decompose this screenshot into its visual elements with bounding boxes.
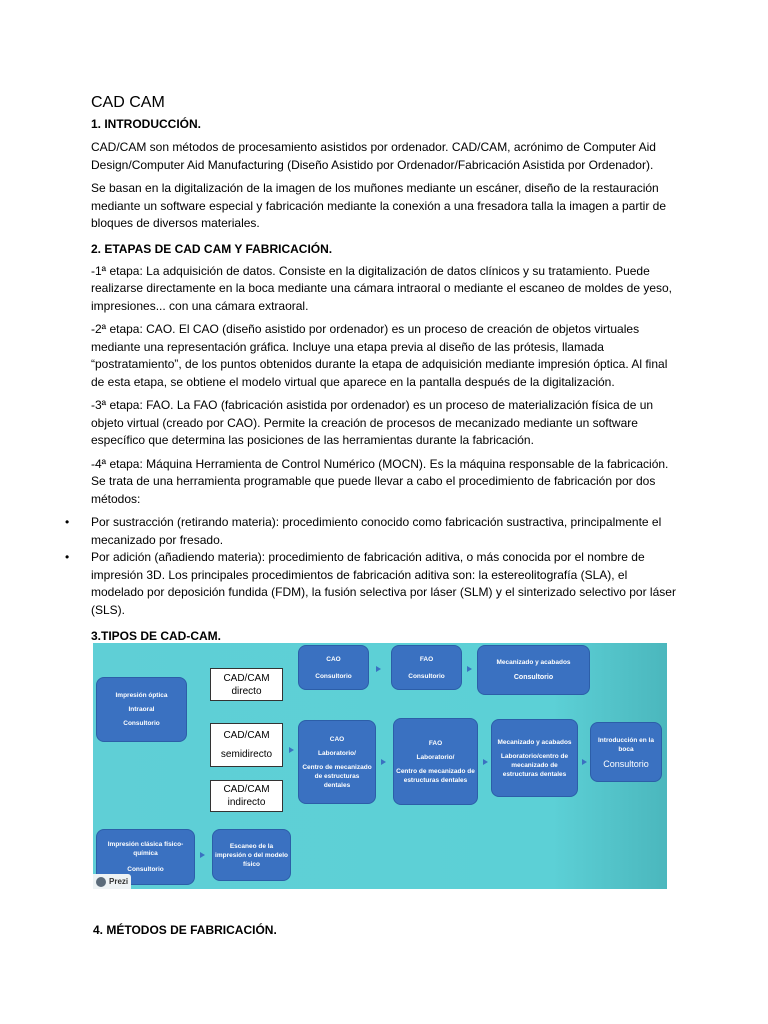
section-4-heading: 4. MÉTODOS DE FABRICACIÓN.	[93, 923, 277, 937]
cadcam-semidirecto-box: CAD/CAM semidirecto	[210, 723, 283, 767]
arrow-icon	[376, 666, 381, 672]
impresion-optica-box: Impresión óptica Intraoral Consultorio	[96, 677, 187, 742]
document-page	[65, 92, 676, 619]
bullet-list	[65, 514, 676, 619]
mecanizado-laboratorio-box: Mecanizado y acabados Laboratorio/centro de mecanizado de estructuras dentales	[491, 719, 578, 797]
impresion-clasica-box: Impresión clásica físico-química Consultorio	[96, 829, 195, 885]
cad-cam-types-diagram	[93, 643, 667, 889]
document-title: CAD CAM	[91, 94, 165, 111]
cao-laboratorio-box: CAO Laboratorio/ Centro de mecanizado de estructuras dentales	[298, 720, 376, 804]
section-1-heading: 1. INTRODUCCIÓN.	[91, 117, 202, 131]
arrow-icon	[483, 759, 488, 765]
prezi-logo-icon	[96, 877, 106, 887]
bullet-icon: •	[65, 550, 70, 564]
section-3-heading: 3.TIPOS DE CAD-CAM.	[91, 629, 222, 643]
list-item: • Por adición (añadiendo materia): procedimiento de fabricación aditiva, o más conocida por el nombre de impresión 3D. Los principales procedimientos de fabricación aditiva son: la estereolitografía (SLA), el modelado por deposición fundida (FDM), la fusión selectiva por láser (SLM) y el sinterizado selectivo por láser (SLS).	[65, 550, 676, 617]
cao-consultorio-box: CAO Consultorio	[298, 645, 369, 690]
arrow-icon	[467, 666, 472, 672]
paragraph: -4ª etapa: Máquina Herramienta de Control Numérico (MOCN). Es la máquina responsable de la fabricación. Se trata de una herramienta programable que puede llevar a cabo el procedimiento de fabricación por dos métodos:	[91, 456, 669, 506]
paragraph: Se basan en la digitalización de la imagen de los muñones mediante un escáner, diseño de la restauración mediante un software especial y fabricación mediante la conexión a una fresadora talla la imagen a partir de bloques de diversos materiales.	[91, 181, 667, 230]
paragraph: -2ª etapa: CAO. El CAO (diseño asistido por ordenador) es un proceso de creación de objetos virtuales mediante una representación gráfica. Incluye una etapa previa al diseño de las prótesis, llamada “postratamiento”, de los puntos obtenidos durante la etapa de adquisición mediante impresión óptica. Al final de esta etapa, se obtiene el modelo virtual que aparece en la pantalla después de la digitalización.	[91, 322, 668, 389]
introduccion-boca-box: Introducción en la boca Consultorio	[590, 722, 662, 782]
paragraph: -3ª etapa: FAO. La FAO (fabricación asistida por ordenador) es un proceso de materialización física de un objeto virtual (creado por CAO). Permite la creación de procesos de mecanizado mediante un software específico que determina las posiciones de las herramientas durante la fabricación.	[91, 398, 654, 447]
arrow-icon	[381, 759, 386, 765]
cadcam-directo-box: CAD/CAM directo	[210, 668, 283, 701]
prezi-badge: Prezi	[93, 874, 131, 889]
arrow-icon	[582, 759, 587, 765]
list-item: • Por sustracción (retirando materia): procedimiento conocido como fabricación sustractiva, principalmente el mecanizado por fresado.	[65, 515, 662, 547]
fao-laboratorio-box: FAO Laboratorio/ Centro de mecanizado de estructuras dentales	[393, 718, 478, 805]
paragraph: CAD/CAM son métodos de procesamiento asistidos por ordenador. CAD/CAM, acrónimo de Computer Aid Design/Computer Aid Manufacturing (Diseño Asistido por Ordenador/Fabricación Asistida por Ordenador).	[91, 140, 656, 172]
arrow-icon	[289, 747, 294, 753]
section-2-heading: 2. ETAPAS DE CAD CAM Y FABRICACIÓN.	[91, 241, 333, 256]
arrow-icon	[200, 852, 205, 858]
escaneo-box: Escaneo de la impresión o del modelo físico	[212, 829, 291, 881]
cadcam-indirecto-box: CAD/CAM indirecto	[210, 780, 283, 812]
fao-consultorio-box: FAO Consultorio	[391, 645, 462, 690]
bullet-icon: •	[65, 515, 70, 529]
paragraph: -1ª etapa: La adquisición de datos. Consiste en la digitalización de datos clínicos y su tratamiento. Puede realizarse directamente en la boca mediante una cámara intraoral o mediante el escaneo de moldes de yeso, impresiones... con una cámara extraoral.	[91, 263, 673, 313]
mecanizado-consultorio-box: Mecanizado y acabados Consultorio	[477, 645, 590, 695]
